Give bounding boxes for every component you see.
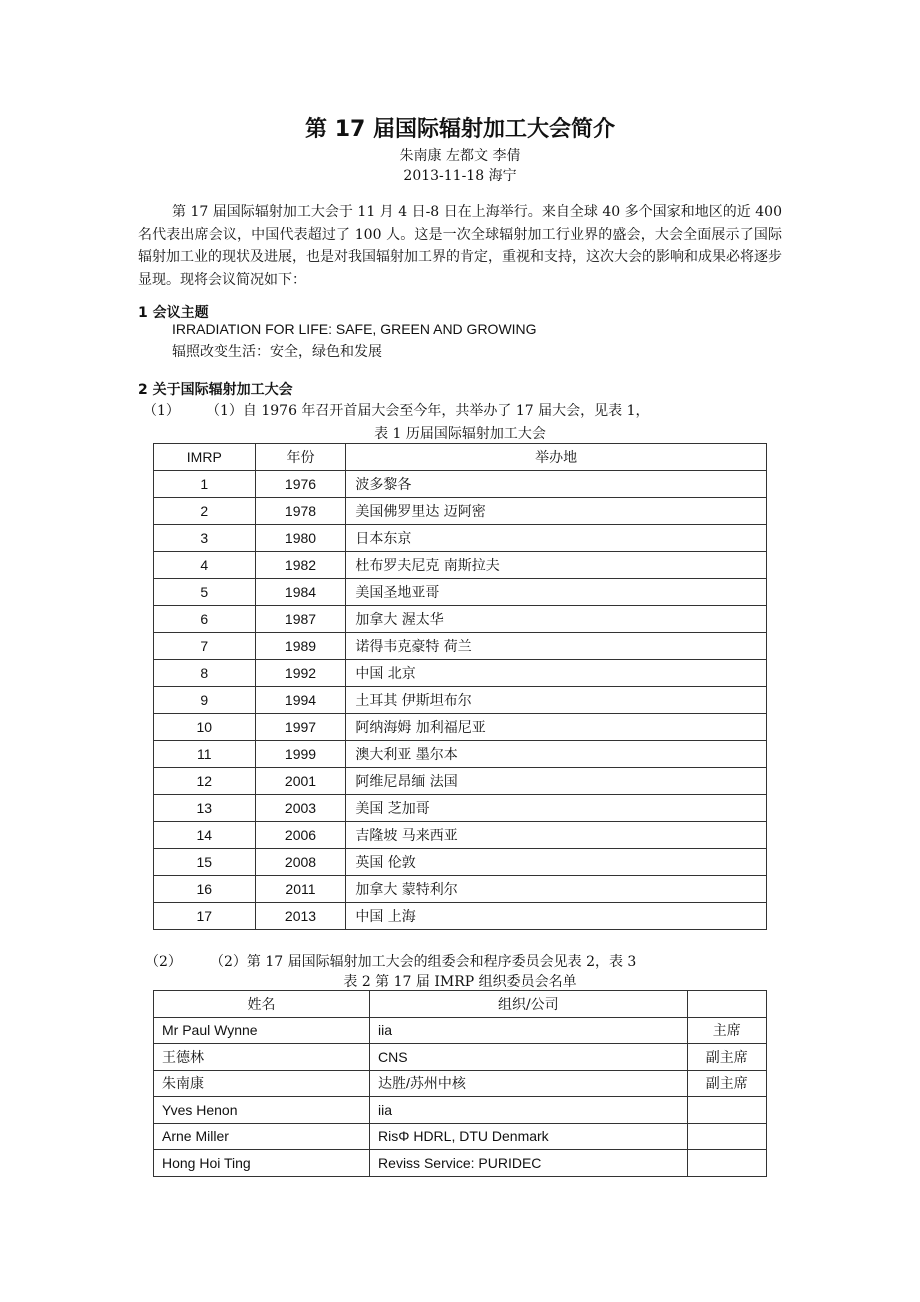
table-row <box>154 552 767 579</box>
table-1-cell-imrp: 6 <box>154 606 256 633</box>
table-row <box>154 1044 767 1071</box>
table-1-cell-venue: 吉隆坡 马来西亚 <box>346 822 767 849</box>
table-2-header-role <box>687 991 766 1018</box>
table-2-cell-organization: Reviss Service: PURIDEC <box>370 1150 688 1177</box>
table-1-cell-year: 1980 <box>255 525 346 552</box>
table-1-cell-imrp: 17 <box>154 903 256 930</box>
table-row <box>154 525 767 552</box>
table-1-cell-venue: 杜布罗夫尼克 南斯拉夫 <box>346 552 767 579</box>
table-1-cell-venue: 澳大利亚 墨尔本 <box>346 741 767 768</box>
table-1-cell-year: 2008 <box>255 849 346 876</box>
item-2-number: （2） <box>145 954 182 970</box>
table-row <box>154 606 767 633</box>
table-row <box>154 1123 767 1150</box>
table-1-cell-imrp: 1 <box>154 471 256 498</box>
table-1-cell-year: 2006 <box>255 822 346 849</box>
table-1-cell-imrp: 9 <box>154 687 256 714</box>
table-row <box>154 768 767 795</box>
table-2-header-row <box>154 991 767 1018</box>
table-row <box>154 903 767 930</box>
table-2-cell-organization: RisΦ HDRL, DTU Denmark <box>370 1123 688 1150</box>
table-1-cell-year: 2003 <box>255 795 346 822</box>
table-1-cell-venue: 加拿大 蒙特利尔 <box>346 876 767 903</box>
table-1-cell-year: 1992 <box>255 660 346 687</box>
table-2-cell-role: 副主席 <box>687 1044 766 1071</box>
table-2-cell-name: Arne Miller <box>154 1123 370 1150</box>
table-1-cell-imrp: 4 <box>154 552 256 579</box>
item-1-number: （1） <box>143 403 180 419</box>
table-row <box>154 741 767 768</box>
table-2-cell-organization: iia <box>370 1097 688 1124</box>
table-1-cell-year: 1987 <box>255 606 346 633</box>
item-1-text: （1）自 1976 年召开首届大会至今年，共举办了 17 届大会，见表 1， <box>206 403 650 419</box>
table-1-cell-venue: 阿纳海姆 加利福尼亚 <box>346 714 767 741</box>
table-2-cell-name: Mr Paul Wynne <box>154 1017 370 1044</box>
table-1-cell-year: 1997 <box>255 714 346 741</box>
theme-chinese: 辐照改变生活：安全，绿色和发展 <box>172 344 382 360</box>
table-1-cell-imrp: 3 <box>154 525 256 552</box>
table-row <box>154 1070 767 1097</box>
table-2-cell-organization: 达胜/苏州中核 <box>370 1070 688 1097</box>
table-1-cell-imrp: 2 <box>154 498 256 525</box>
table-2-cell-organization: iia <box>370 1017 688 1044</box>
table-row <box>154 660 767 687</box>
table-row <box>154 795 767 822</box>
theme-english: IRRADIATION FOR LIFE: SAFE, GREEN AND GROWING <box>172 321 537 337</box>
table-1-cell-imrp: 14 <box>154 822 256 849</box>
table-1-cell-imrp: 11 <box>154 741 256 768</box>
table-2-header-organization: 组织/公司 <box>370 991 688 1018</box>
table-1-cell-imrp: 15 <box>154 849 256 876</box>
table-row <box>154 687 767 714</box>
table-2-cell-name: 朱南康 <box>154 1070 370 1097</box>
table-2-cell-role: 副主席 <box>687 1070 766 1097</box>
table-1-cell-year: 1999 <box>255 741 346 768</box>
authors: 朱南康 左都文 李倩 <box>399 148 521 164</box>
table-1-cell-venue: 诺得韦克豪特 荷兰 <box>346 633 767 660</box>
table-2 <box>153 990 767 1177</box>
table-1-cell-venue: 阿维尼昂缅 法国 <box>346 768 767 795</box>
table-1-cell-imrp: 5 <box>154 579 256 606</box>
table-row <box>154 633 767 660</box>
table-row <box>154 498 767 525</box>
table-1-cell-venue: 土耳其 伊斯坦布尔 <box>346 687 767 714</box>
section-2-heading: 2 关于国际辐射加工大会 <box>138 382 293 398</box>
section-1-heading: 1 会议主题 <box>138 305 209 321</box>
table-2-cell-name: Hong Hoi Ting <box>154 1150 370 1177</box>
table-row <box>154 579 767 606</box>
table-2-cell-role <box>687 1123 766 1150</box>
table-row <box>154 1150 767 1177</box>
table-1-cell-venue: 英国 伦敦 <box>346 849 767 876</box>
table-1-cell-imrp: 10 <box>154 714 256 741</box>
table-1-cell-venue: 加拿大 渥太华 <box>346 606 767 633</box>
table-1-cell-imrp: 8 <box>154 660 256 687</box>
table-1-header-row <box>154 444 767 471</box>
table-1-cell-imrp: 16 <box>154 876 256 903</box>
table-1-cell-venue: 美国圣地亚哥 <box>346 579 767 606</box>
table-row <box>154 471 767 498</box>
table-2-cell-role: 主席 <box>687 1017 766 1044</box>
table-1-cell-year: 1994 <box>255 687 346 714</box>
table-1-cell-year: 1978 <box>255 498 346 525</box>
table-2-cell-role <box>687 1150 766 1177</box>
table-1 <box>153 443 767 930</box>
table-1-cell-venue: 中国 北京 <box>346 660 767 687</box>
table-1-cell-venue: 美国佛罗里达 迈阿密 <box>346 498 767 525</box>
table-1-cell-venue: 日本东京 <box>346 525 767 552</box>
table-1-cell-imrp: 13 <box>154 795 256 822</box>
table-1-cell-imrp: 12 <box>154 768 256 795</box>
table-1-cell-year: 2013 <box>255 903 346 930</box>
table-2-cell-organization: CNS <box>370 1044 688 1071</box>
table-1-cell-imrp: 7 <box>154 633 256 660</box>
table-1-cell-venue: 中国 上海 <box>346 903 767 930</box>
table-1-cell-year: 1982 <box>255 552 346 579</box>
table-2-header-name: 姓名 <box>154 991 370 1018</box>
table-1-header-year: 年份 <box>255 444 346 471</box>
table-1-cell-year: 2001 <box>255 768 346 795</box>
table-row <box>154 849 767 876</box>
table-2-cell-name: 王德林 <box>154 1044 370 1071</box>
table-1-cell-year: 2011 <box>255 876 346 903</box>
table-row <box>154 714 767 741</box>
table-row <box>154 1097 767 1124</box>
date-place: 2013-11-18 海宁 <box>403 168 517 184</box>
table-2-cell-role <box>687 1097 766 1124</box>
item-2-text: （2）第 17 届国际辐射加工大会的组委会和程序委员会见表 2，表 3 <box>210 954 637 970</box>
table-1-cell-year: 1984 <box>255 579 346 606</box>
table-row <box>154 876 767 903</box>
intro-paragraph: 第 17 届国际辐射加工大会于 11 月 4 日-8 日在上海举行。来自全球 40 多个国家和地区的近 400 名代表出席会议，中国代表超过了 100 人。这是一次全球辐射加工行业界的盛会，大会全面展示了国际辐射加工业的现状及进展，也是对我国辐射加工界的肯定，重视和支持，这次大会的影响和成果必将逐步显现。现将会议简况如下： <box>138 204 782 288</box>
table-1-caption: 表 1 历届国际辐射加工大会 <box>374 426 546 442</box>
table-2-caption: 表 2 第 17 届 IMRP 组织委员会名单 <box>343 974 577 990</box>
table-row <box>154 822 767 849</box>
page-title: 第 17 届国际辐射加工大会简介 <box>305 117 615 142</box>
table-1-header-imrp: IMRP <box>154 444 256 471</box>
table-1-cell-venue: 波多黎各 <box>346 471 767 498</box>
table-1-cell-year: 1976 <box>255 471 346 498</box>
table-1-cell-venue: 美国 芝加哥 <box>346 795 767 822</box>
table-row <box>154 1017 767 1044</box>
table-1-cell-year: 1989 <box>255 633 346 660</box>
table-2-cell-name: Yves Henon <box>154 1097 370 1124</box>
table-1-header-venue: 举办地 <box>346 444 767 471</box>
